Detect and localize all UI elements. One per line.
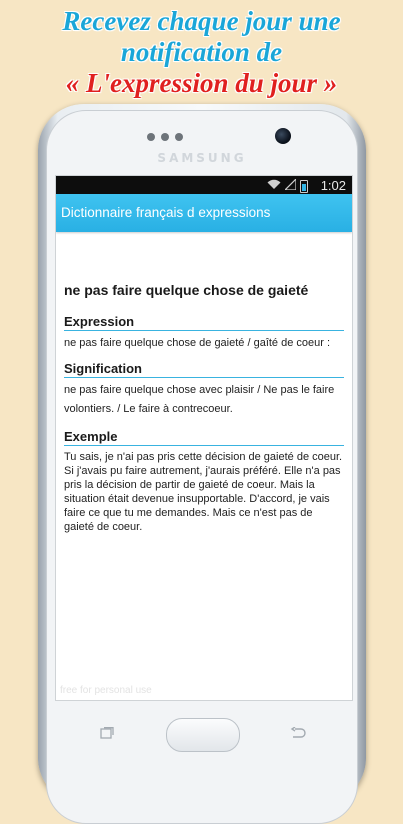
sensor-dots xyxy=(147,133,183,141)
home-button[interactable] xyxy=(166,718,240,752)
status-bar xyxy=(56,176,352,194)
phone-brand: SAMSUNG xyxy=(157,151,247,165)
recents-key-icon[interactable] xyxy=(100,726,114,742)
signal-icon xyxy=(285,179,296,193)
expression-section xyxy=(64,314,344,353)
promo-headline xyxy=(0,6,403,99)
status-icons xyxy=(267,179,308,193)
entry-content xyxy=(56,282,352,534)
sensor-dot xyxy=(147,133,155,141)
phone-screen xyxy=(56,176,352,700)
back-key-icon[interactable] xyxy=(290,726,306,742)
exemple-section xyxy=(64,429,344,534)
signification-section xyxy=(64,361,344,419)
status-time: 1:02 xyxy=(320,178,346,193)
battery-icon xyxy=(300,180,308,193)
section-heading: Expression xyxy=(64,314,344,331)
headline-line-2: notification de xyxy=(120,37,283,67)
section-text: ne pas faire quelque chose de gaieté / gaîté de coeur : xyxy=(64,337,331,349)
front-camera-icon xyxy=(275,128,291,144)
sensor-dot xyxy=(161,133,169,141)
entry-title: ne pas faire quelque chose de gaieté xyxy=(64,282,309,298)
section-text: ne pas faire quelque chose avec plaisir / Ne pas le faire volontiers. / Le faire à contrecoeur. xyxy=(64,384,335,415)
hardware-nav xyxy=(0,718,403,752)
headline-line-3: « L'expression du jour » xyxy=(65,68,338,98)
headline-line-1: Recevez chaque jour une xyxy=(62,6,341,36)
sensor-dot xyxy=(175,133,183,141)
section-heading: Exemple xyxy=(64,429,344,446)
app-bar-title: Dictionnaire français d expressions xyxy=(56,194,352,232)
section-heading: Signification xyxy=(64,361,344,378)
section-text: Tu sais, je n'ai pas pris cette décision de gaieté de coeur. Si j'avais pu faire autrement, j'aurais préféré. Elle n'a pas pris la décision de partir de gaieté de coeur. Mais la situation était devenue insupportable. D'accord, je vais faire ce que tu me demandes. Mais ce n'est pas de gaieté de coeur. xyxy=(64,451,343,533)
wifi-icon xyxy=(267,179,281,193)
watermark: free for personal use xyxy=(60,685,152,696)
